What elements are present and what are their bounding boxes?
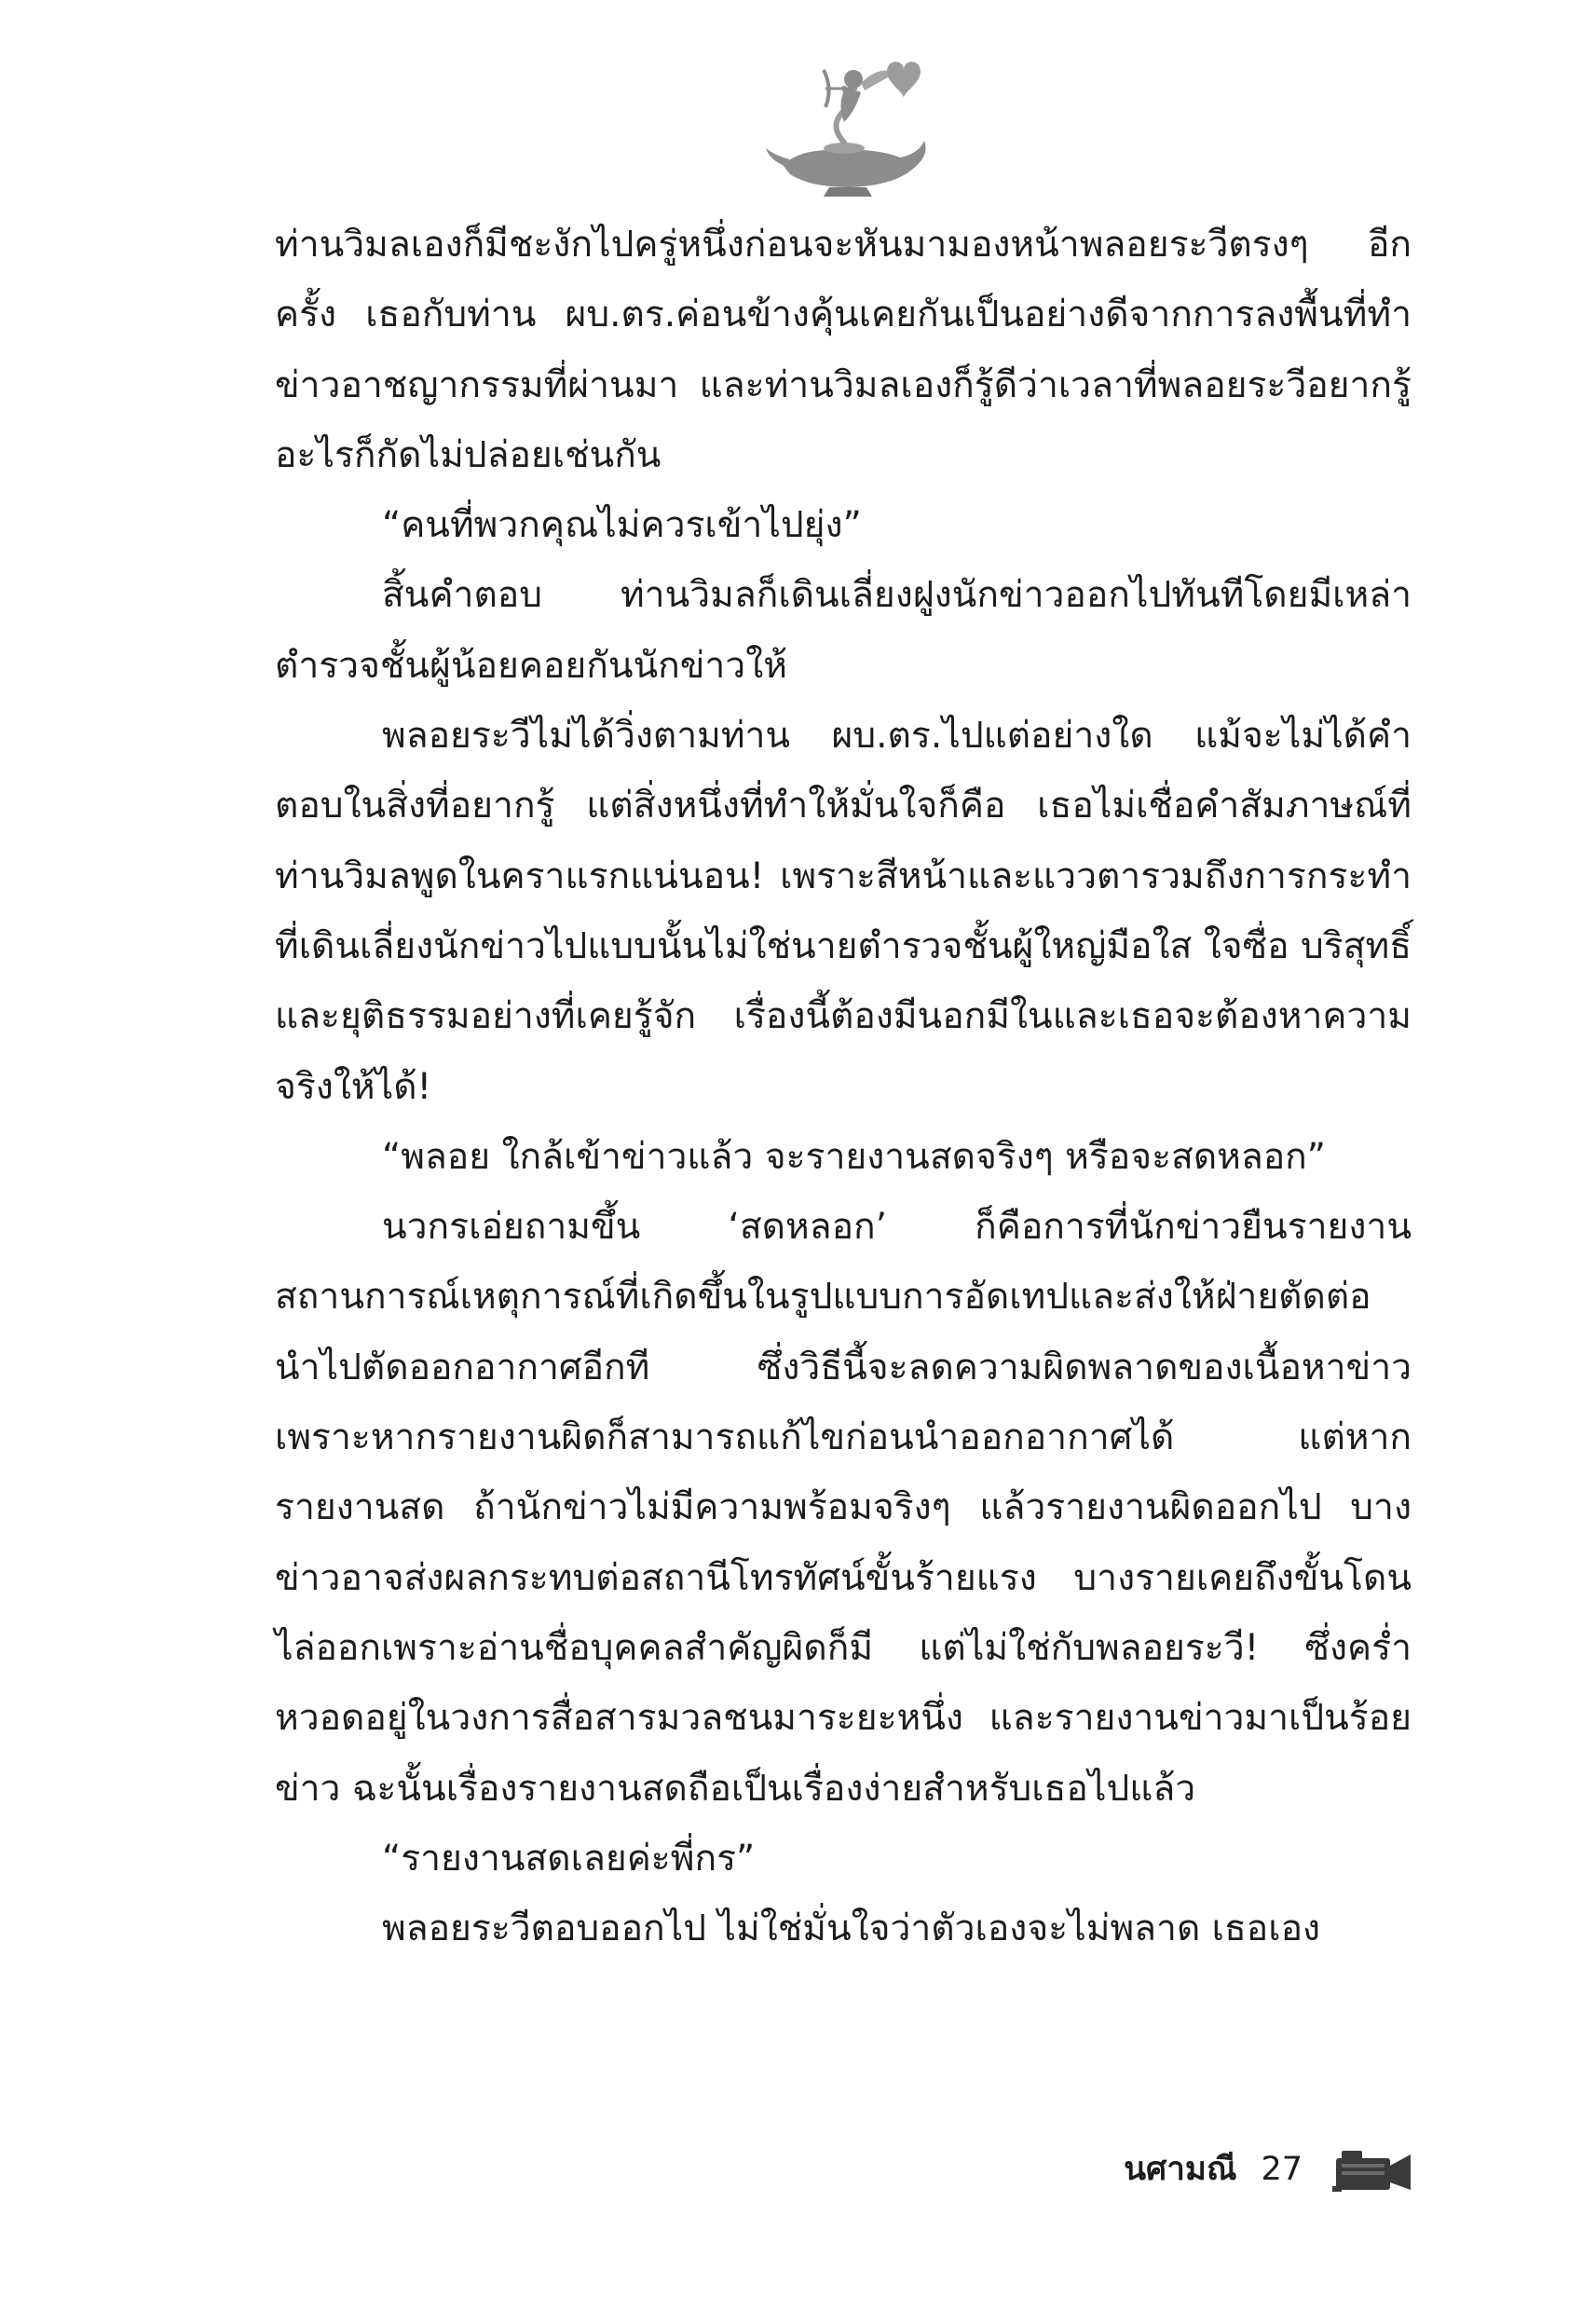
author-name: นศามณี [1124,2151,1237,2188]
paragraph-3: สิ้นคำตอบ ท่านวิมลก็เดินเลี่ยงฝูงนักข่าวออกไปทันทีโดยมีเหล่าตำรวจชั้นผู้น้อยคอยกันนักข่าวให้ [275,574,1412,687]
paragraph-8: พลอยระวีตอบออกไป ไม่ใช่มั่นใจว่าตัวเองจะไม่พลาด เธอเอง [382,1908,1321,1950]
paragraph-4: พลอยระวีไม่ได้วิ่งตามท่าน ผบ.ตร.ไปแต่อย่างใด แม้จะไม่ได้คำตอบในสิ่งที่อยากรู้ แต่สิ่งหนึ่งที่ทำให้มั่นใจก็คือ เธอไม่เชื่อคำสัมภาษณ์ที่ท่านวิมลพูดในคราแรกแน่นอน! เพราะสีหน้าและแววตารวมถึงการกระทำที่เดินเลี่ยงนักข่าวไปแบบนั้นไม่ใช่นายตำรวจชั้นผู้ใหญ่มือใส ใจซื่อ บริสุทธิ์และยุติธรรมอย่างที่เคยรู้จัก เรื่องนี้ต้องมีนอกมีในและเธอจะต้องหาความจริงให้ได้! [275,715,1412,1108]
body-text [275,210,1412,1963]
video-camera-icon [1332,2145,1414,2194]
paragraph-7: “รายงานสดเลยค่ะพี่กร” [382,1837,756,1880]
paragraph-6: นวกรเอ่ยถามขึ้น ‘สดหลอก’ ก็คือการที่นักข่าวยืนรายงานสถานการณ์เหตุการณ์ที่เกิดขึ้นในรูปแบบการอัดเทปและส่งให้ฝ่ายตัดต่อนำไปตัดออกอากาศอีกที ซึ่งวิธีนี้จะลดความผิดพลาดของเนื้อหาข่าว เพราะหากรายงานผิดก็สามารถแก้ไขก่อนนำออกอากาศได้ แต่หากรายงานสด ถ้านักข่าวไม่มีความพร้อมจริงๆ แล้วรายงานผิดออกไป บางข่าวอาจส่งผลกระทบต่อสถานีโทรทัศน์ขั้นร้ายแรง บางรายเคยถึงขั้นโดนไล่ออกเพราะอ่านชื่อบุคคลสำคัญผิดก็มี แต่ไม่ใช่กับพลอยระวี! ซึ่งคร่ำหวอดอยู่ในวงการสื่อสารมวลชนมาระยะหนึ่ง และรายงานข่าวมาเป็นร้อยข่าว ฉะนั้นเรื่องรายงานสดถือเป็นเรื่องง่ายสำหรับเธอไปแล้ว [275,1206,1412,1810]
paragraph-2: “คนที่พวกคุณไม่ควรเข้าไปยุ่ง” [382,504,862,547]
paragraph-5: “พลอย ใกล้เข้าข่าวแล้ว จะรายงานสดจริงๆ หรือจะสดหลอก” [382,1135,1326,1178]
page-footer [1124,2143,1414,2195]
genie-lamp-cupid-icon [764,51,932,200]
page-number: 27 [1261,2150,1303,2188]
paragraph-1: ท่านวิมลเองก็มีชะงักไปครู่หนึ่งก่อนจะหันมามองหน้าพลอยระวีตรงๆ อีกครั้ง เธอกับท่าน ผบ.ตร.ค่อนข้างคุ้นเคยกันเป็นอย่างดีจากการลงพื้นที่ทำข่าวอาชญากรรมที่ผ่านมา และท่านวิมลเองก็รู้ดีว่าเวลาที่พลอยระวีอยากรู้อะไรก็กัดไม่ปล่อยเช่นกัน [275,224,1412,476]
